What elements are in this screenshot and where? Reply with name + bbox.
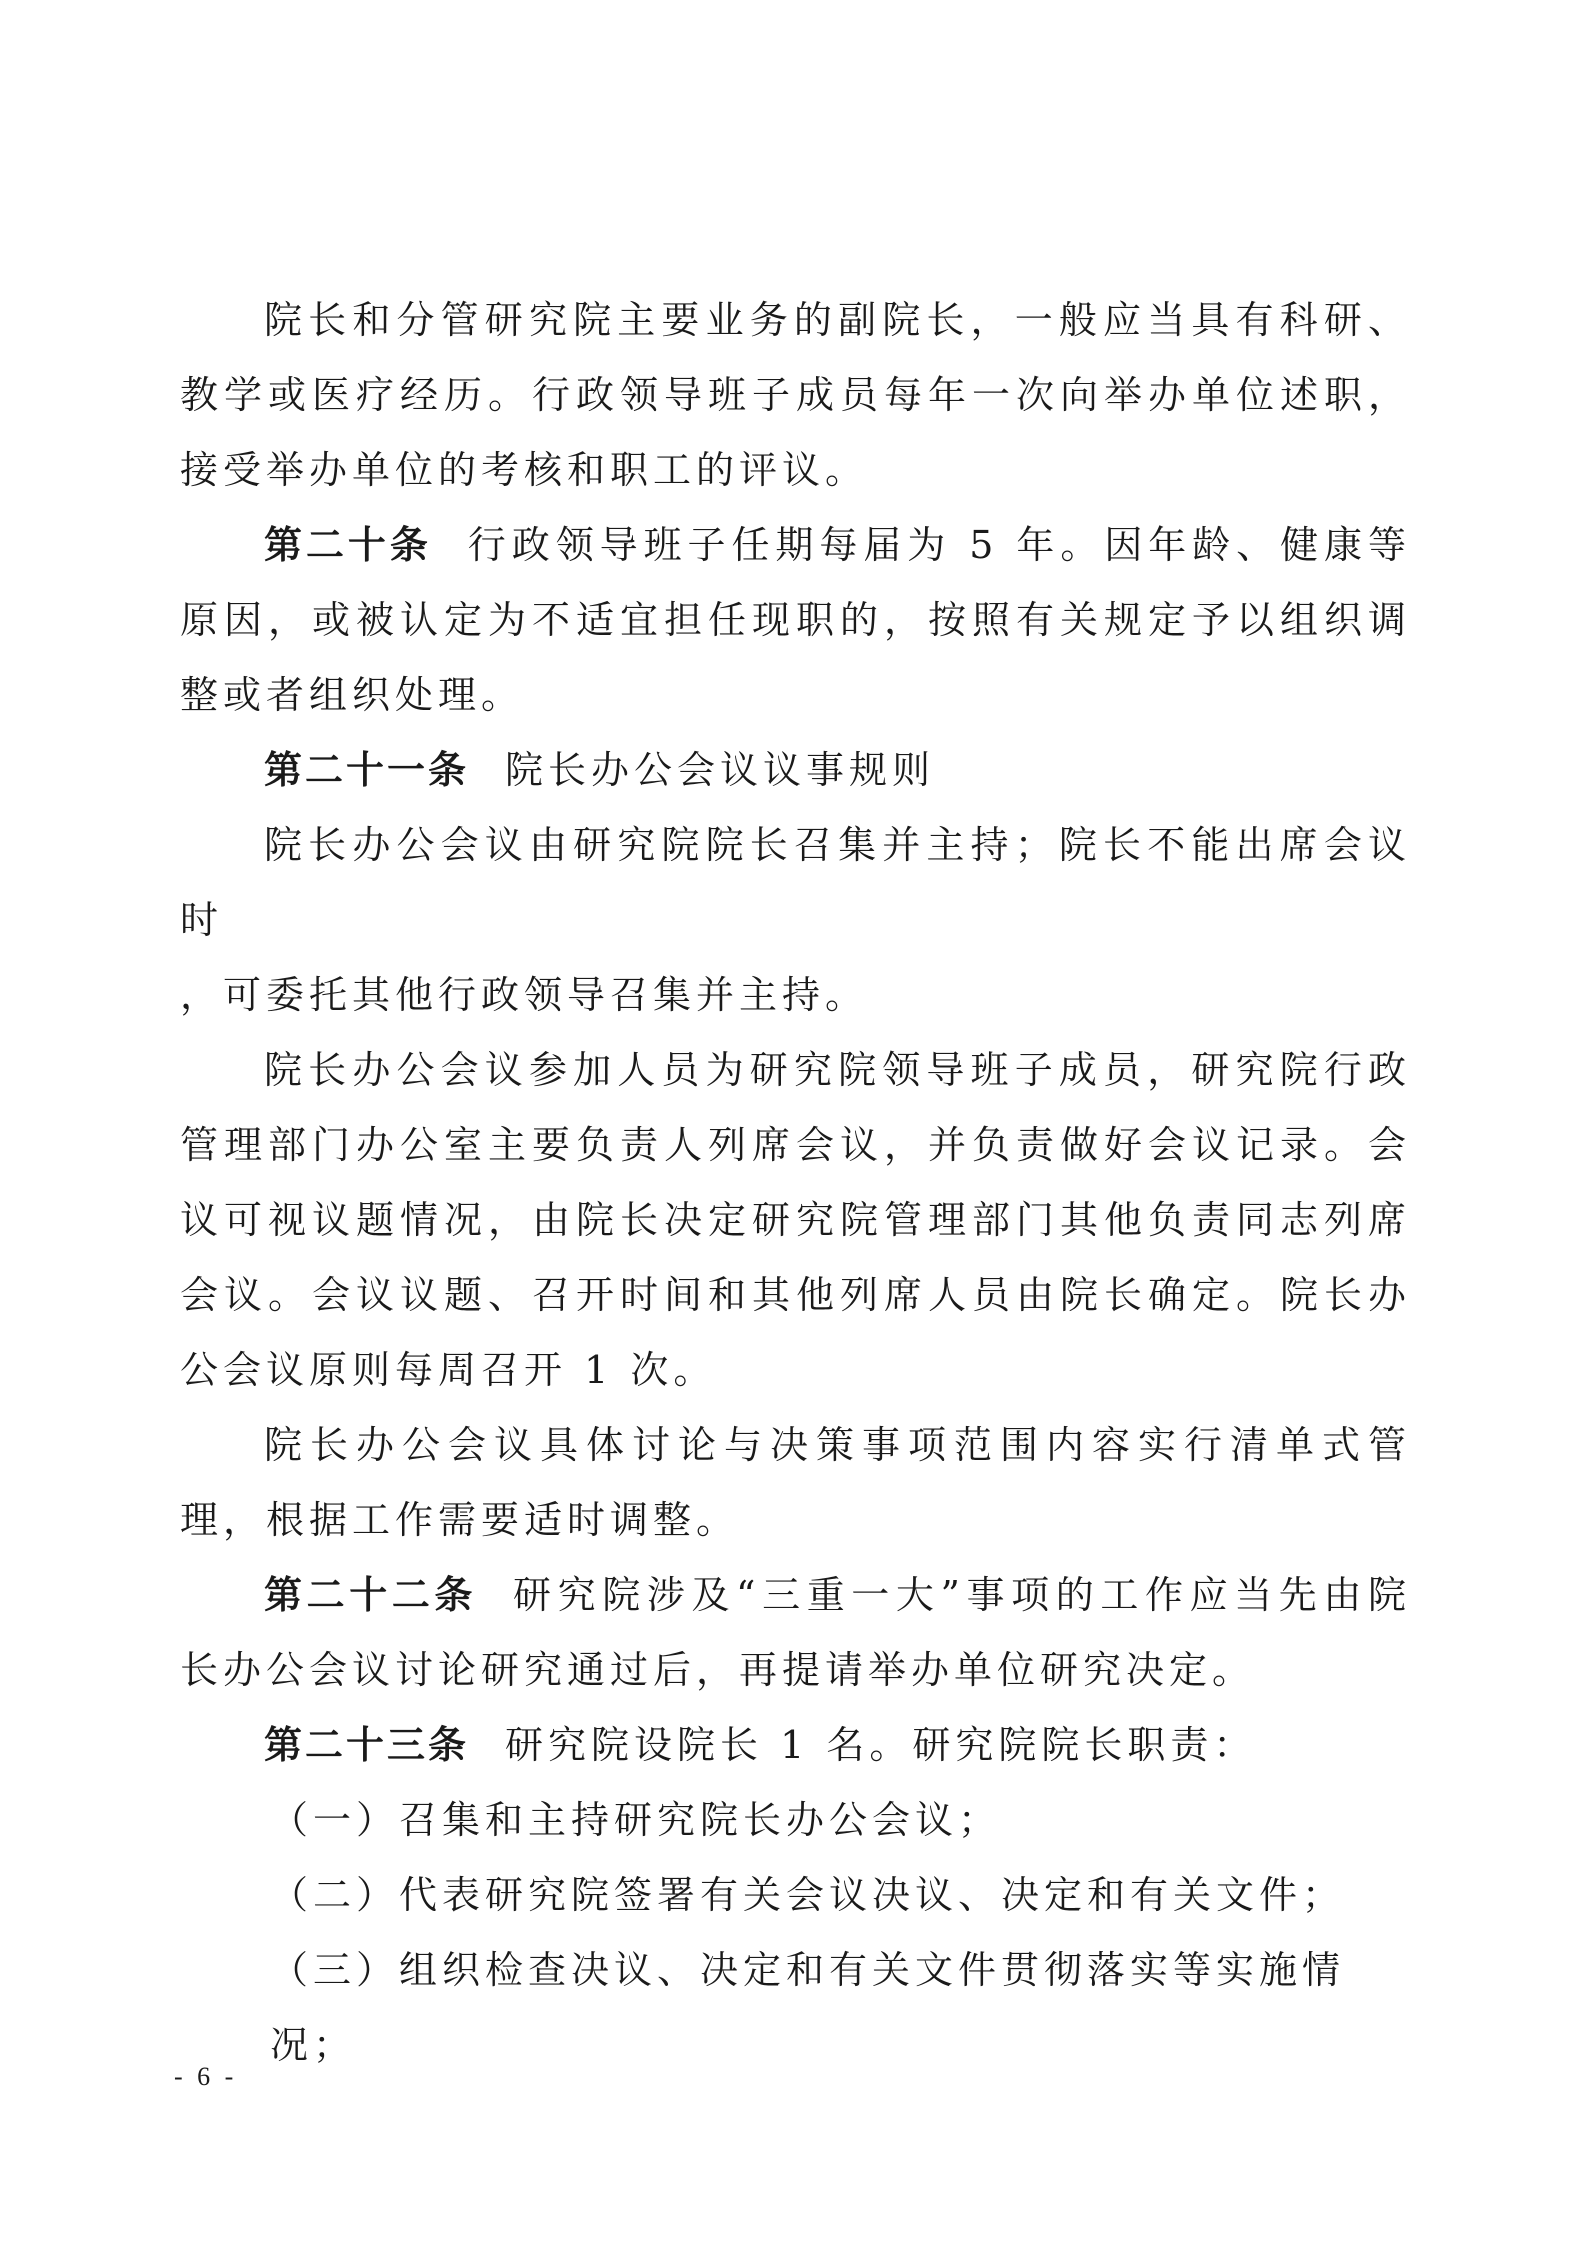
article-heading: 第二十条: [264, 523, 432, 567]
article-heading: 第二十二条: [264, 1573, 478, 1617]
paragraph-continuation: ，可委托其他行政领导召集并主持。: [180, 973, 869, 1017]
page-number: - 6 -: [174, 2062, 238, 2091]
list-item: （三）组织检查决议、决定和有关文件贯彻落实等实施情况；: [270, 1948, 1346, 2067]
paragraph: 院长办公会议由研究院院长召集并主持；院长不能出席会议时: [180, 823, 1411, 942]
paragraph: 院长办公会议具体讨论与决策事项范围内容实行清单式管理，根据工作需要适时调整。: [180, 1423, 1411, 1542]
article-heading: 第二十三条: [264, 1723, 470, 1767]
list-item: （一）召集和主持研究院长办公会议；: [270, 1798, 1002, 1842]
paragraph: 院长和分管研究院主要业务的副院长，一般应当具有科研、教学或医疗经历。行政领导班子成员每年一次向举办单位述职，接受举办单位的考核和职工的评议。: [180, 298, 1411, 492]
article-text: 院长办公会议议事规则: [505, 748, 936, 792]
article-paragraph: [180, 1558, 1411, 1708]
paragraph: 院长办公会议参加人员为研究院领导班子成员，研究院行政管理部门办公室主要负责人列席会议，并负责做好会议记录。会议可视议题情况，由院长决定研究院管理部门其他负责同志列席会议。会议议题、召开时间和其他列席人员由院长确定。院长办公会议原则每周召开 1 次。: [180, 1048, 1411, 1392]
article-paragraph: [180, 733, 1411, 808]
article-text: 研究院设院长 1 名。研究院院长职责：: [505, 1723, 1257, 1767]
article-heading: 第二十一条: [264, 748, 470, 792]
article-text: 研究院涉及“三重一大”事项的工作应当先由院长办公会议讨论研究通过后，再提请举办单位研究决定。: [180, 1573, 1411, 1692]
article-paragraph: [180, 508, 1411, 733]
article-text: 行政领导班子任期每届为 5 年。因年龄、健康等原因，或被认定为不适宜担任现职的，按照有关规定予以组织调整或者组织处理。: [180, 523, 1411, 717]
list-item: （二）代表研究院签署有关会议决议、决定和有关文件；: [270, 1873, 1346, 1917]
document-body: [180, 283, 1411, 2083]
article-paragraph: [180, 1708, 1411, 1783]
